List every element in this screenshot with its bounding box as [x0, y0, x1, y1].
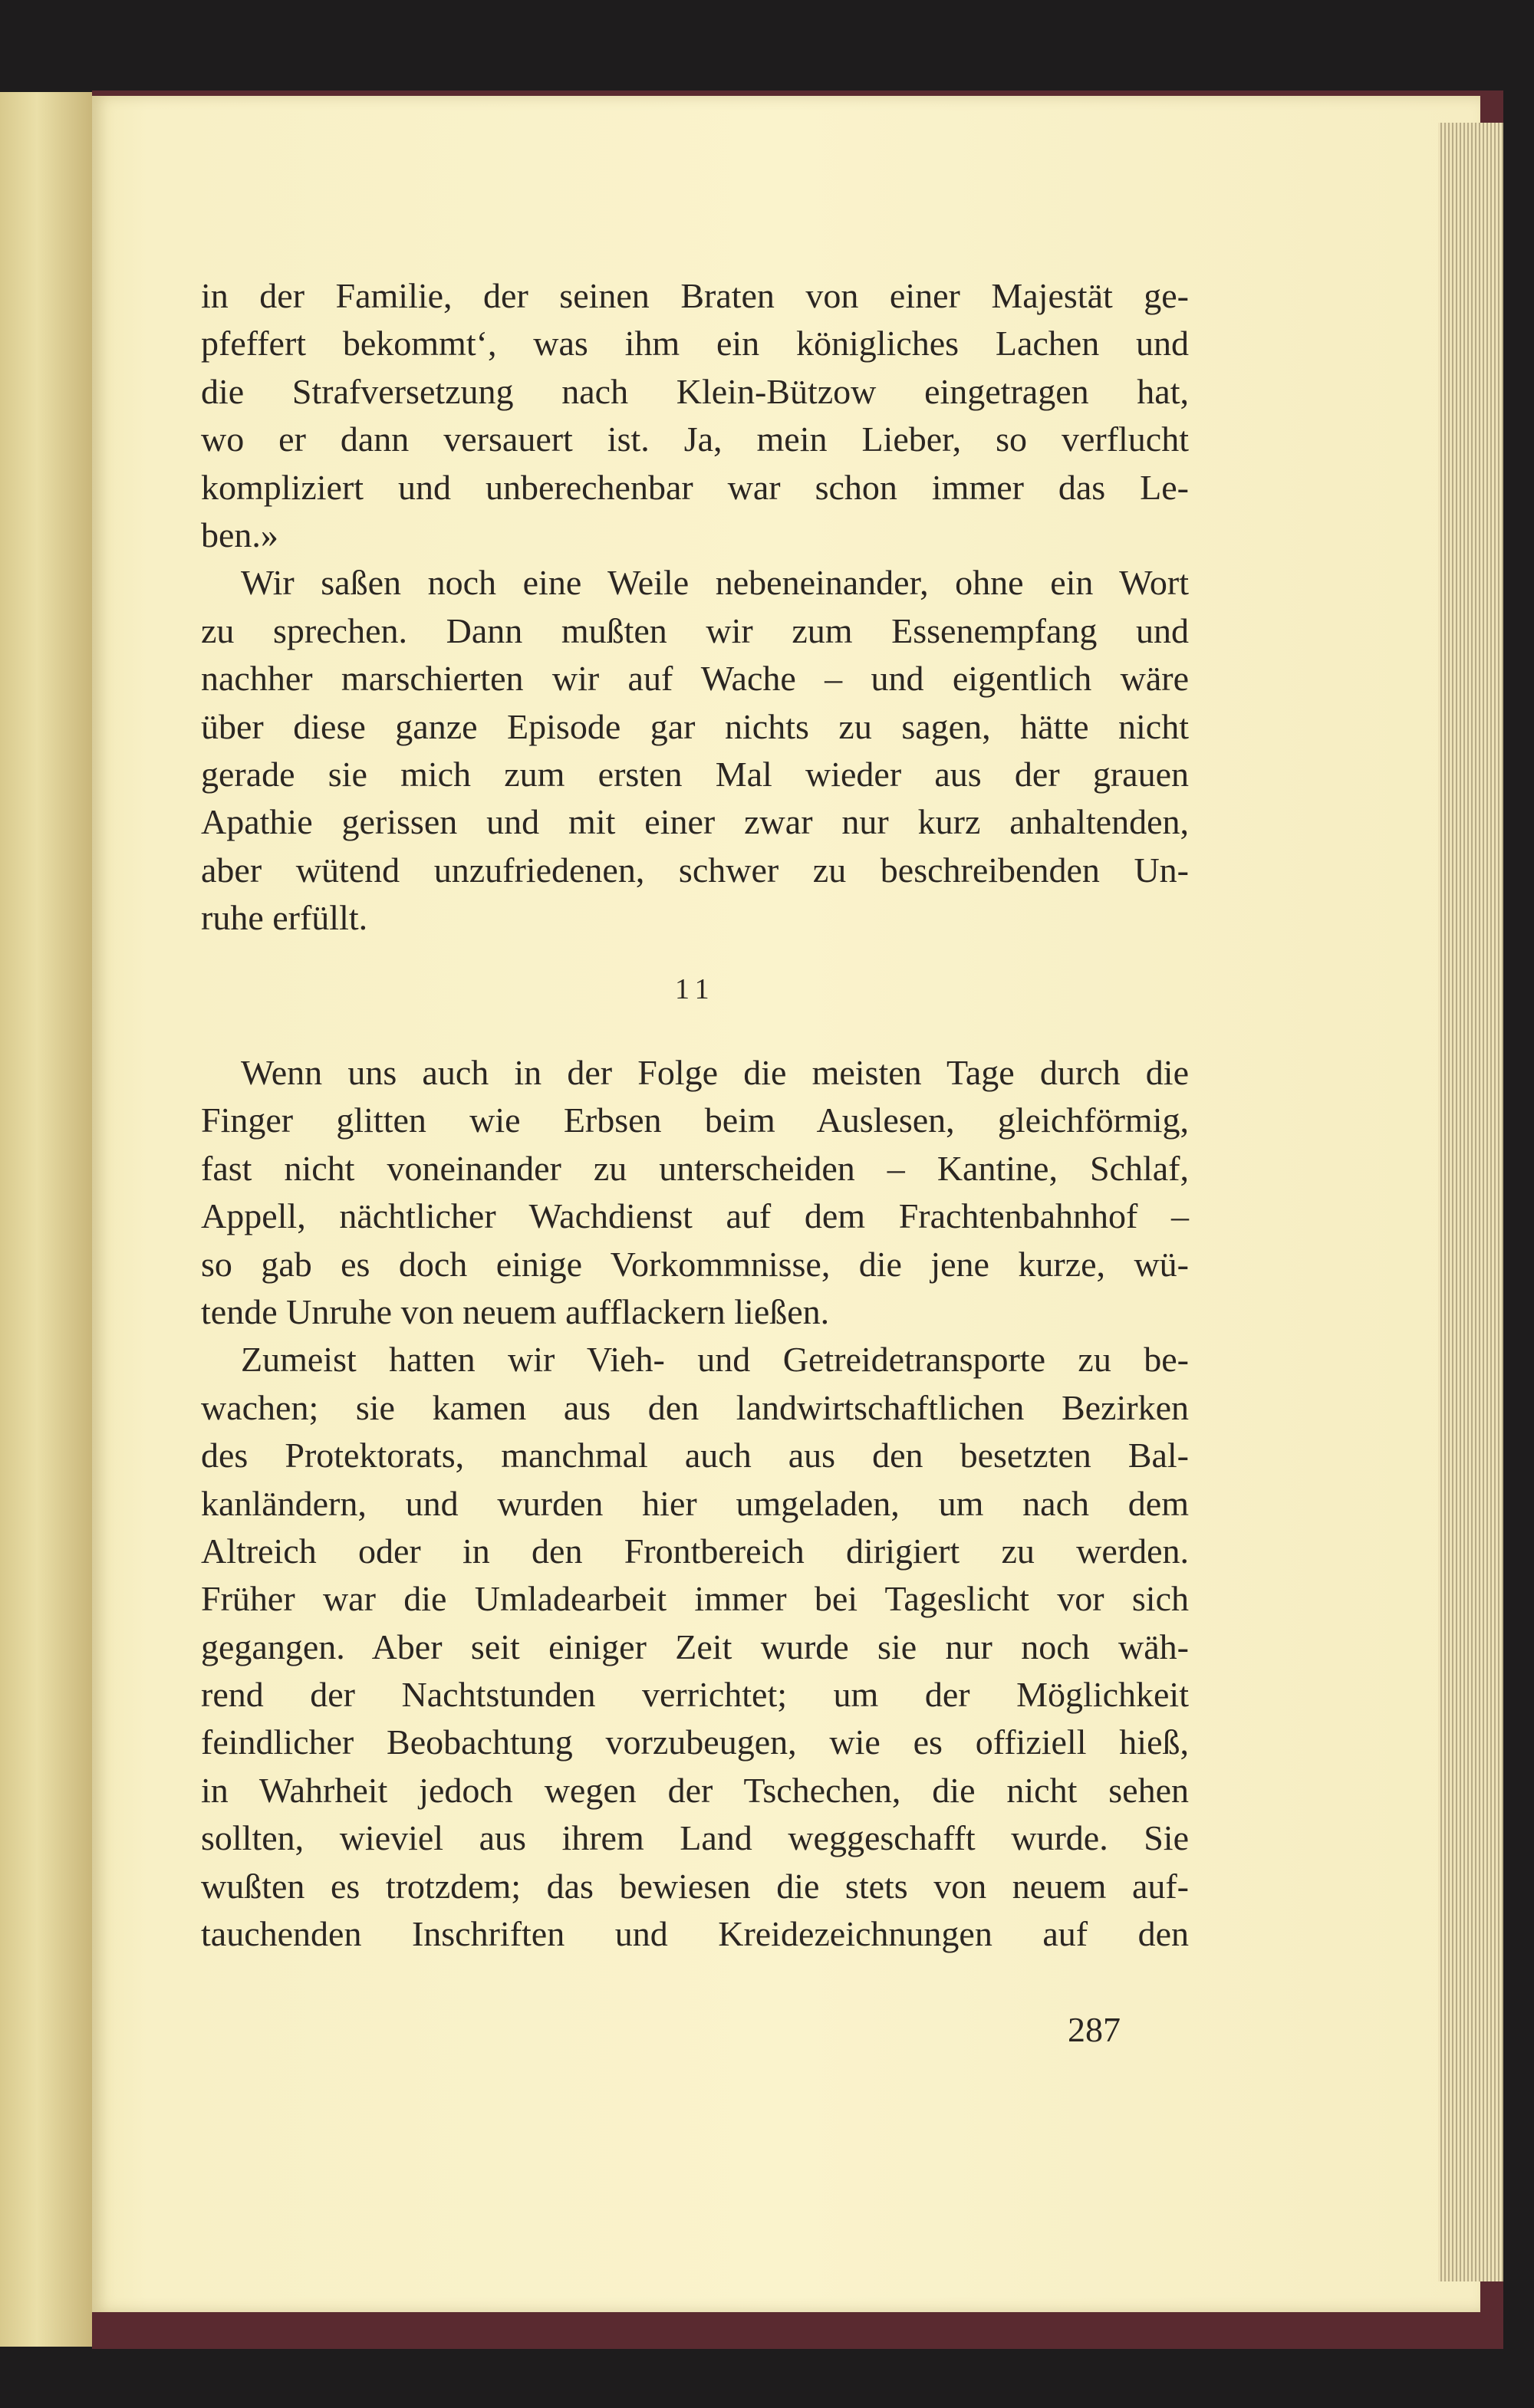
- text-line: pfeffert bekommt‘, was ihm ein königliches Lachen und: [201, 324, 1189, 364]
- text-line: Zumeist hatten wir Vieh- und Getreidetransporte zu be-: [241, 1340, 1189, 1380]
- text-line: aber wütend unzufriedenen, schwer zu beschreibenden Un-: [201, 850, 1189, 890]
- text-line: Finger glitten wie Erbsen beim Auslesen, gleichförmig,: [201, 1100, 1189, 1140]
- text-line: tende Unruhe von neuem aufflackern ließen.: [201, 1291, 830, 1331]
- text-line: so gab es doch einige Vorkommnisse, die jene kurze, wü-: [201, 1244, 1189, 1284]
- text-line: rend der Nachtstunden verrichtet; um der Möglichkeit: [201, 1675, 1189, 1715]
- text-line: ruhe erfüllt.: [201, 898, 368, 938]
- text-line: kanländern, und wurden hier umgeladen, um nach dem: [201, 1483, 1189, 1523]
- text-line: Altreich oder in den Frontbereich dirigiert zu werden.: [201, 1531, 1189, 1571]
- text-line: zu sprechen. Dann mußten wir zum Essenempfang und: [201, 610, 1189, 650]
- text-line: gegangen. Aber seit einiger Zeit wurde sie nur noch wäh-: [201, 1627, 1189, 1666]
- text-line: Wenn uns auch in der Folge die meisten Tage durch die: [241, 1053, 1189, 1092]
- text-line: in Wahrheit jedoch wegen der Tschechen, die nicht sehen: [201, 1770, 1189, 1810]
- text-line: wo er dann versauert ist. Ja, mein Lieber, so verflucht: [201, 419, 1189, 459]
- text-line: sollten, wieviel aus ihrem Land weggeschafft wurde. Sie: [201, 1818, 1189, 1858]
- text-block-lower: [201, 1049, 1189, 1958]
- text-line: fast nicht voneinander zu unterscheiden – Kantine, Schlaf,: [201, 1148, 1189, 1188]
- text-line: tauchenden Inschriften und Kreidezeichnungen auf den: [201, 1914, 1189, 1954]
- text-line: gerade sie mich zum ersten Mal wieder aus der grauen: [201, 754, 1189, 794]
- text-line: kompliziert und unberechenbar war schon immer das Le-: [201, 467, 1189, 507]
- text-block-upper: [201, 272, 1189, 942]
- page-edges: [1438, 123, 1503, 2281]
- text-line: Früher war die Umladearbeit immer bei Tageslicht vor sich: [201, 1579, 1189, 1619]
- text-line: wußten es trotzdem; das bewiesen die stets von neuem auf-: [201, 1866, 1189, 1906]
- text-line: ben.»: [201, 515, 278, 554]
- text-line: nachher marschierten wir auf Wache – und eigentlich wäre: [201, 659, 1189, 699]
- text-line: die Strafversetzung nach Klein-Bützow eingetragen hat,: [201, 371, 1189, 411]
- text-line: Wir saßen noch eine Weile nebeneinander, ohne ein Wort: [241, 563, 1189, 603]
- text-line: in der Familie, der seinen Braten von einer Majestät ge-: [201, 276, 1189, 315]
- section-number: 11: [675, 973, 716, 1005]
- text-line: über diese ganze Episode gar nichts zu sagen, hätte nicht: [201, 706, 1189, 746]
- page-number: 287: [1068, 2010, 1121, 2049]
- text-line: wachen; sie kamen aus den landwirtschaftlichen Bezirken: [201, 1387, 1189, 1427]
- left-page-edge: [0, 92, 92, 2347]
- text-line: des Protektorats, manchmal auch aus den besetzten Bal-: [201, 1436, 1189, 1475]
- text-line: feindlicher Beobachtung vorzubeugen, wie es offiziell hieß,: [201, 1722, 1189, 1762]
- text-line: Appell, nächtlicher Wachdienst auf dem Frachtenbahnhof –: [201, 1196, 1189, 1236]
- text-line: Apathie gerissen und mit einer zwar nur kurz anhaltenden,: [201, 802, 1189, 842]
